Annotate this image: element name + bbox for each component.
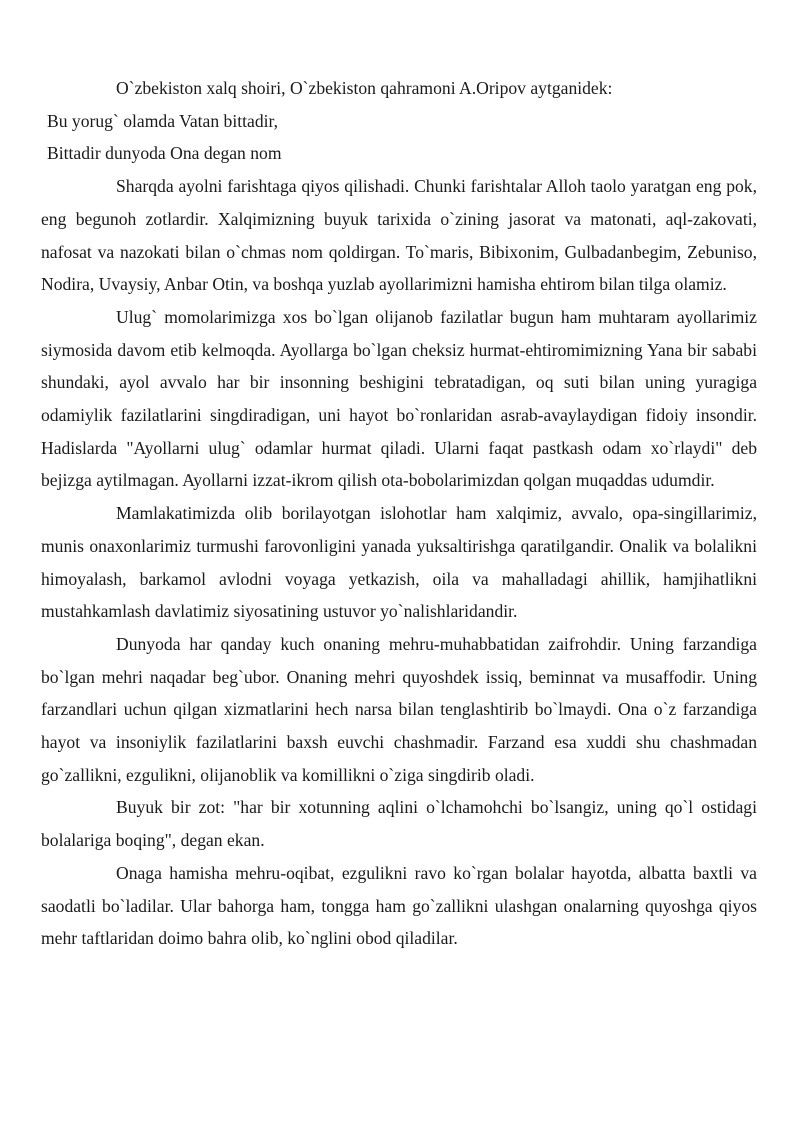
paragraph-5: Buyuk bir zot: "har bir xotunning aqlini o`lchamohchi bo`lsangiz, uning qo`l ostidagi bolalariga boqing", degan ekan.: [41, 797, 757, 851]
intro-line: O`zbekiston xalq shoiri, O`zbekiston qahramoni A.Oripov aytganidek:: [116, 78, 613, 98]
verse-line-2: Bittadir dunyoda Ona degan nom: [47, 143, 282, 164]
paragraph-1: Sharqda ayolni farishtaga qiyos qilishadi. Chunki farishtalar Alloh taolo yaratgan eng pok, eng begunoh zotlardir. Xalqimizning buyuk tarixida o`zining jasorat va matonati, aql-zakovati, nafosat va nazokati bilan o`chmas nom qoldirgan. To`maris, Bibixonim, Gulbadanbegim, Zebuniso, Nodira, Uvaysiy, Anbar Otin, va boshqa yuzlab ayollarimizni hamisha ehtirom bilan tilga olamiz.: [41, 176, 757, 295]
paragraph-4: Dunyoda har qanday kuch onaning mehru-muhabbatidan zaifrohdir. Uning farzandiga bo`lgan mehri naqadar beg`ubor. Onaning mehri quyoshdek issiq, beminnat va musaffodir. Uning farzandlari uchun qilgan xizmatlarini hech narsa bilan tenglashtirib bo`lmaydi. Ona o`z farzandiga hayot va insoniylik fazilatlarini baxsh euvchi chashmadir. Farzand esa xuddi shu chashmadan go`zallikni, ezgulikni, olijanoblik va komillikni o`ziga singdirib oladi.: [41, 633, 757, 785]
paragraph-2: Ulug` momolarimizga xos bo`lgan olijanob fazilatlar bugun ham muhtaram ayollarimiz siymosida davom etib kelmoqda. Ayollarga bo`lgan cheksiz hurmat-ehtiromimizning Yana bir sababi shundaki, ayol avvalo har bir insonning beshigini tebratadigan, oq suti bilan uning yuragiga odamiylik fazilatlarini singdiradigan, uni hayot bo`ronlaridan asrab-avaylaydigan fidoiy insondir. Hadislarda "Ayollarni ulug` odamlar hurmat qiladi. Ularni faqat pastkash odam xo`rlaydi" deb bejizga aytilmagan. Ayollarni izzat-ikrom qilish ota-bobolarimizdan qolgan muqaddas udumdir.: [41, 306, 757, 491]
document-page: [41, 72, 757, 955]
verse-line-1: Bu yorug` olamda Vatan bittadir,: [47, 110, 279, 131]
paragraph-3: Mamlakatimizda olib borilayotgan islohotlar ham xalqimiz, avvalo, opa-singillarimiz, munis onaxonlarimiz turmushi farovonligini yanada yuksaltirishga qaratilgandir. Onalik va bolalikni himoyalash, barkamol avlodni voyaga yetkazish, oila va mahalladagi ahillik, hamjihatlikni mustahkamlash davlatimiz siyosatining ustuvor yo`nalishlaridandir.: [41, 503, 757, 622]
paragraph-6: Onaga hamisha mehru-oqibat, ezgulikni ravo ko`rgan bolalar hayotda, albatta baxtli va saodatli bo`ladilar. Ular bahorga ham, tongga ham go`zallikni ulashgan onalarning quyoshga qiyos mehr taftlaridan doimo bahra olib, ko`nglini obod qiladilar.: [41, 862, 757, 949]
